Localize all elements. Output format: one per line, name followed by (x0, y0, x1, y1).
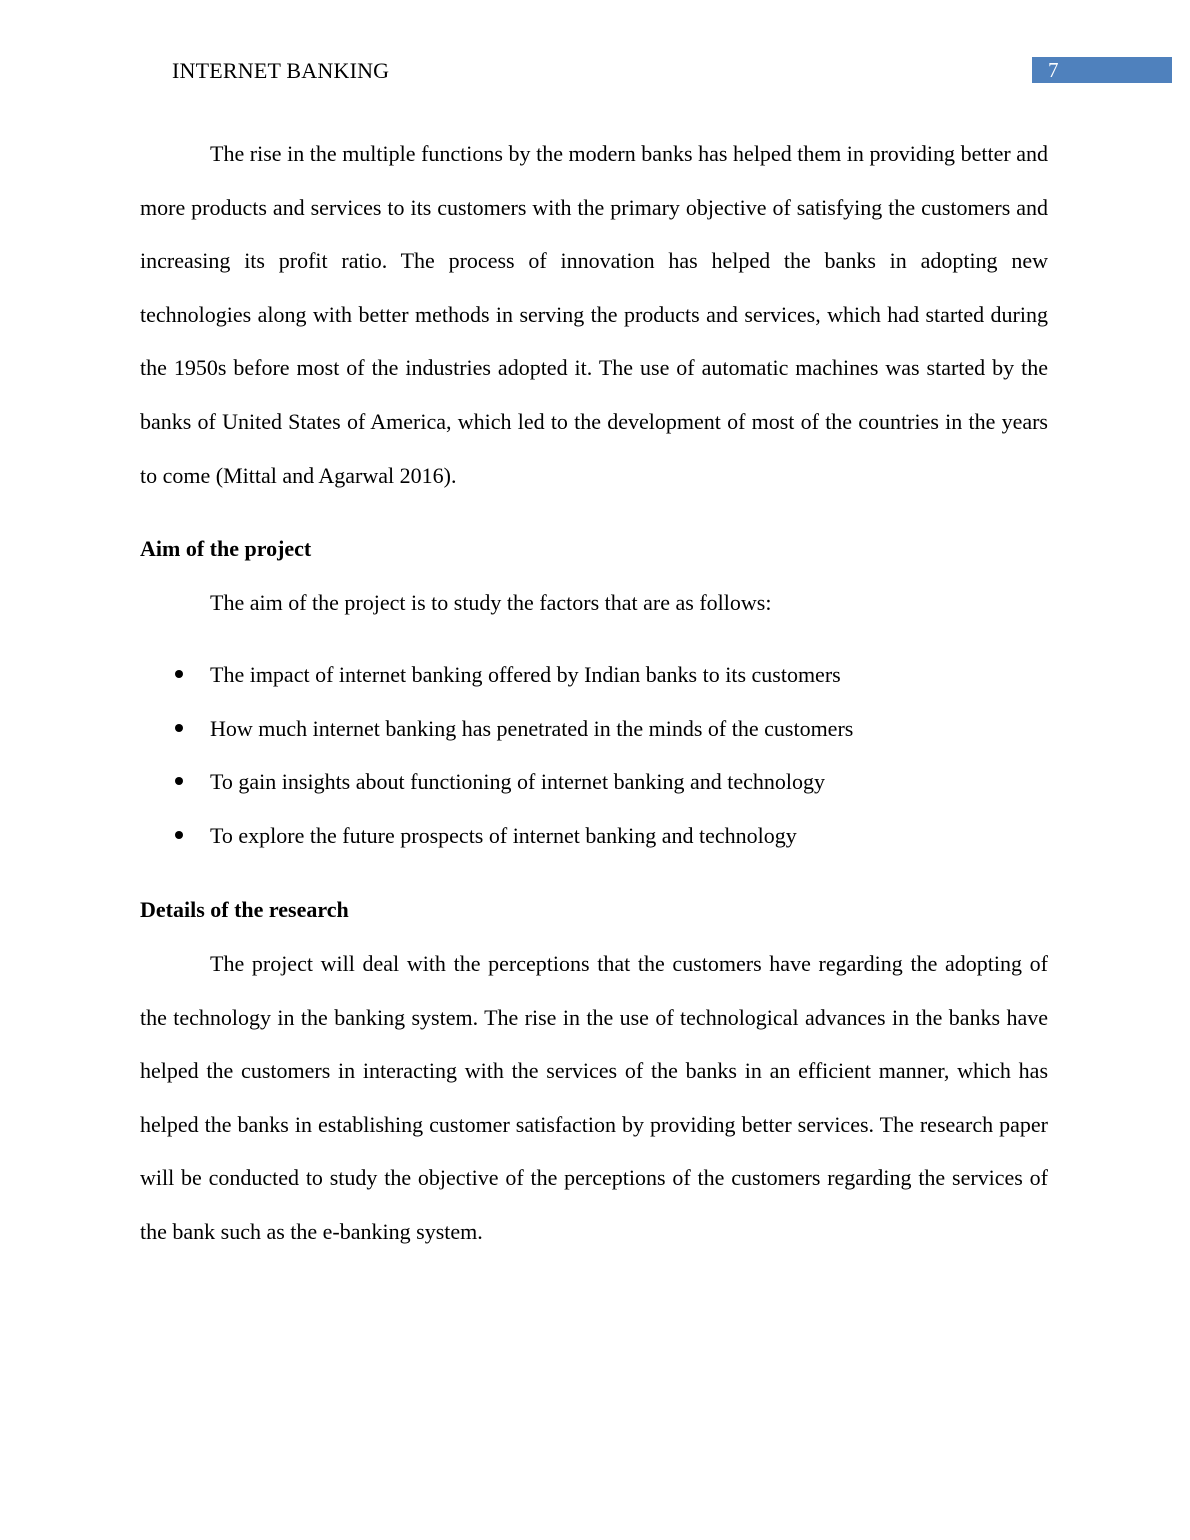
aim-bullet-list (140, 662, 1048, 876)
list-item (140, 716, 1048, 770)
intro-paragraph: The rise in the multiple functions by the modern banks has helped them in providing better and more products and services to its customers with the primary objective of satisfying the customers and increasing its profit ratio. The process of innovation has helped the banks in adopting new technologies along with better methods in serving the products and services, which had started during the 1950s before most of the industries adopted it. The use of automatic machines was started by the banks of United States of America, which led to the development of most of the countries in the years to come (Mittal and Agarwal 2016). (140, 141, 1048, 488)
bullet-text: The impact of internet banking offered by Indian banks to its customers (210, 662, 841, 687)
running-head: INTERNET BANKING (172, 58, 390, 83)
list-item (140, 823, 1048, 877)
page-number: 7 (1032, 57, 1172, 83)
list-item (140, 662, 1048, 716)
intro-section (140, 127, 1048, 502)
bullet-icon (175, 724, 183, 732)
bullet-icon (175, 831, 183, 839)
aim-heading: Aim of the project (140, 536, 312, 561)
aim-intro: The aim of the project is to study the factors that are as follows: (210, 590, 772, 615)
bullet-icon (175, 777, 183, 785)
bullet-text: To gain insights about functioning of internet banking and technology (210, 769, 825, 795)
bullet-text: To explore the future prospects of internet banking and technology (210, 822, 797, 848)
list-item (140, 769, 1048, 823)
bullet-icon (175, 670, 183, 678)
details-section (140, 937, 1048, 1259)
bullet-text: How much internet banking has penetrated in the minds of the customers (210, 715, 854, 741)
details-paragraph: The project will deal with the perceptions that the customers have regarding the adopting of the technology in the banking system. The rise in the use of technological advances in the banks have helped the customers in interacting with the services of the banks in an efficient manner, which has helped the banks in establishing customer satisfaction by providing better services. The research paper will be conducted to study the objective of the perceptions of the customers regarding the services of the bank such as the e-banking system. (140, 951, 1048, 1244)
details-heading: Details of the research (140, 897, 349, 922)
